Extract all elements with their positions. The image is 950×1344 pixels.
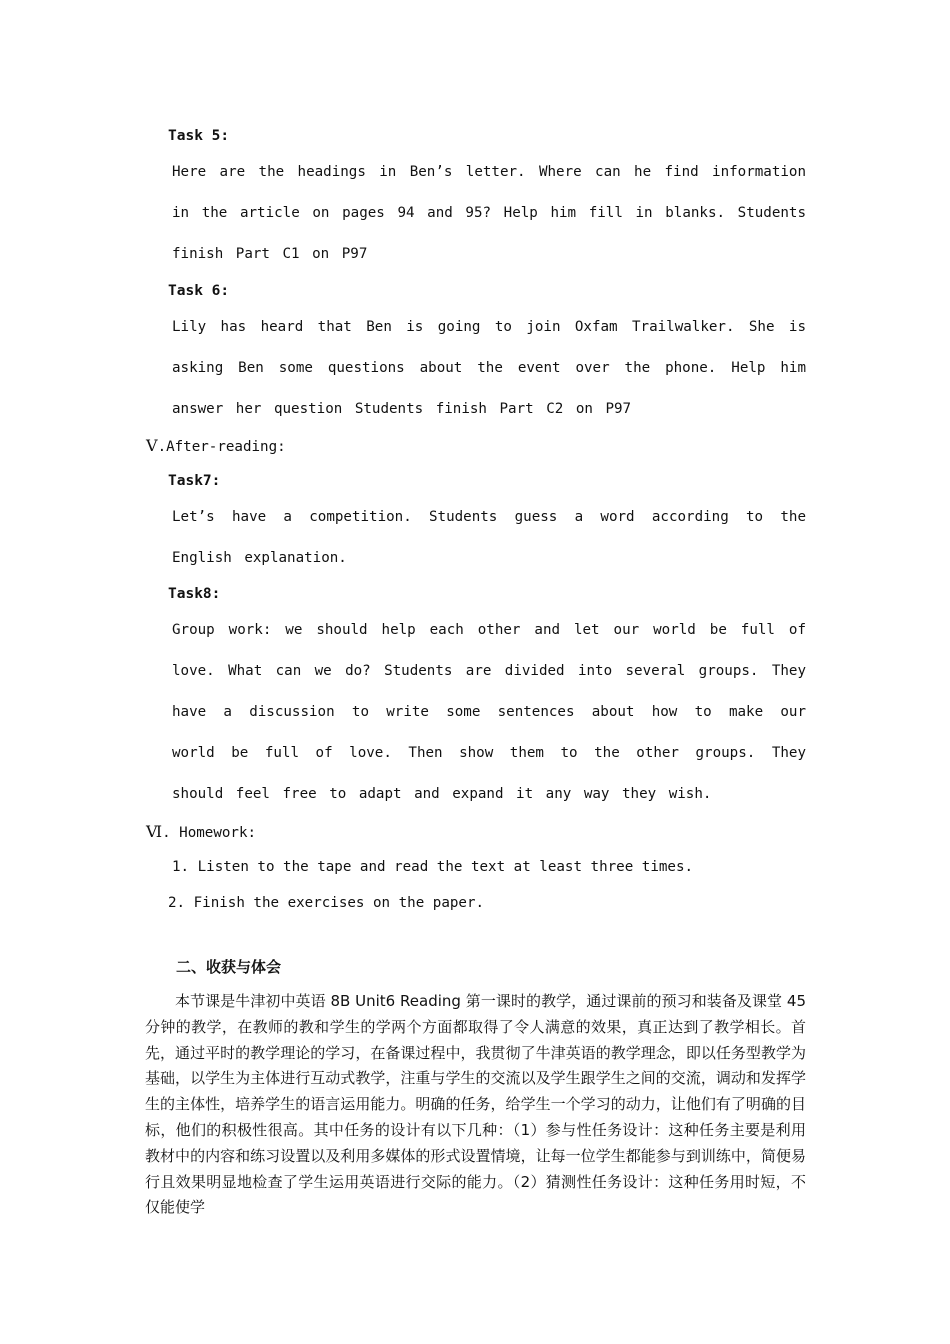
homework-heading — [146, 822, 256, 841]
after-reading-heading — [146, 436, 286, 455]
task7-text: Let’s have a competition. Students guess a word according to the English explanation. — [172, 509, 806, 566]
task6-text: Lily has heard that Ben is going to join Oxfam Trailwalker. She is asking Ben some questions about the event over the phone. Help him answer her question Students finish Part C2 on P97 — [172, 319, 806, 417]
task8-heading: Task8: — [168, 586, 221, 602]
homework-label: . Homework: — [162, 825, 257, 841]
task5-heading: Task 5: — [168, 128, 230, 144]
task8-text: Group work: we should help each other and let our world be full of love. What can we do? Students are divided into several groups. They have a discussion to write some sentences about how to make our world be full of love. Then show them to the other groups. They should feel free to adapt and expand it any way they wish. — [172, 622, 806, 802]
after-reading-label: .After-reading: — [157, 439, 286, 455]
roman-numeral-5: Ⅴ — [146, 436, 158, 455]
section-title: 二、收获与体会 — [176, 958, 282, 976]
homework-item-1: 1. Listen to the tape and read the text at least three times. — [172, 859, 694, 875]
task7-heading: Task7: — [168, 473, 221, 489]
task5-text: Here are the headings in Ben’s letter. Where can he find information in the article on pages 94 and 95? Help him fill in blanks. Students finish Part C1 on P97 — [172, 164, 806, 262]
task6-heading: Task 6: — [168, 283, 230, 299]
roman-numeral-6: Ⅵ — [146, 822, 163, 841]
homework-item-2: 2. Finish the exercises on the paper. — [168, 895, 485, 911]
section-body: 本节课是牛津初中英语 8B Unit6 Reading 第一课时的教学，通过课前的预习和装备及课堂 45 分钟的教学，在教师的教和学生的学两个方面都取得了令人满意的效果，真正达到了教学相长。首先，通过平时的教学理论的学习，在备课过程中，我贯彻了牛津英语的教学理念，即以任务型教学为基础，以学生为主体进行互动式教学，注重与学生的交流以及学生跟学生之间的交流，调动和发挥学生的主体性，培养学生的语言运用能力。明确的任务，给学生一个学习的动力，让他们有了明确的目标，他们的积极性很高。其中任务的设计有以下几种：（1）参与性任务设计：这种任务主要是利用教材中的内容和练习设置以及利用多媒体的形式设置情境，让每一位学生都能参与到训练中，简便易行且效果明显地检查了学生运用英语进行交际的能力。（2）猜测性任务设计：这种任务用时短，不仅能使学 — [145, 992, 806, 1217]
